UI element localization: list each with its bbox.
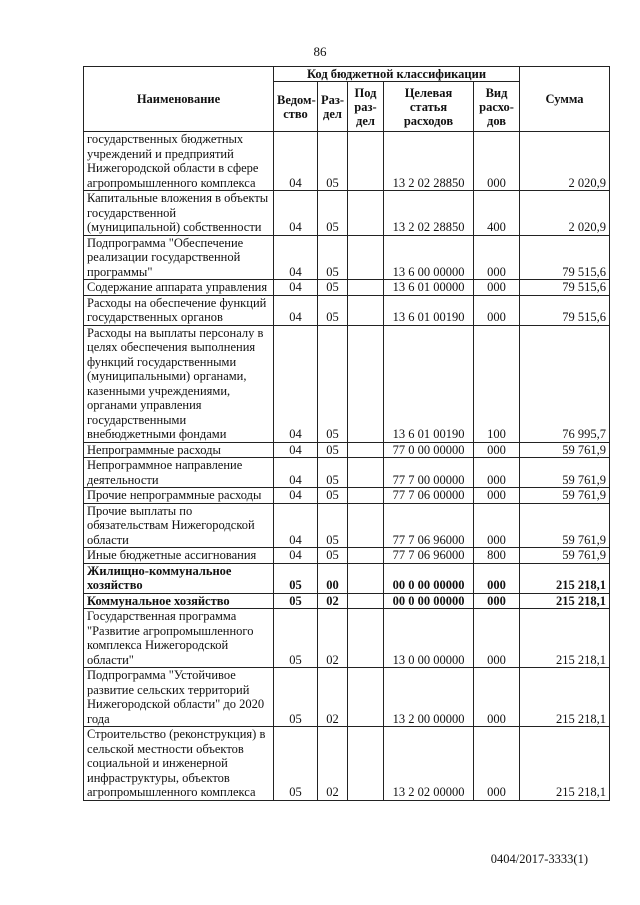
row-vid: 000	[474, 563, 520, 593]
row-target: 77 0 00 00000	[384, 442, 474, 458]
row-name: Расходы на выплаты персоналу в целях обеспечения выполнения функций государственными (муниципальными) органами, казенными учреждениями, органами управления государственными внебюджетными фондами	[84, 325, 274, 442]
row-razdel: 02	[318, 593, 348, 609]
table-body	[84, 132, 610, 801]
table-row	[84, 727, 610, 801]
row-vid: 000	[474, 503, 520, 548]
row-vid: 000	[474, 488, 520, 504]
row-podrazdel	[348, 132, 384, 191]
row-razdel: 05	[318, 503, 348, 548]
budget-table	[83, 66, 610, 801]
row-razdel: 05	[318, 280, 348, 296]
document-code: 0404/2017-3333(1)	[490, 852, 588, 866]
row-podrazdel	[348, 295, 384, 325]
row-sum: 215 218,1	[520, 668, 610, 727]
row-podrazdel	[348, 442, 384, 458]
row-sum: 79 515,6	[520, 280, 610, 296]
row-podrazdel	[348, 235, 384, 280]
row-razdel: 05	[318, 442, 348, 458]
row-vid: 000	[474, 593, 520, 609]
row-sum: 59 761,9	[520, 503, 610, 548]
row-name: Содержание аппарата управления	[84, 280, 274, 296]
header-podrazdel: Под раз- дел	[348, 82, 384, 132]
row-sum: 79 515,6	[520, 295, 610, 325]
row-vedomstvo: 05	[274, 727, 318, 801]
row-vedomstvo: 04	[274, 295, 318, 325]
row-target: 77 7 06 00000	[384, 488, 474, 504]
row-target: 13 2 02 00000	[384, 727, 474, 801]
header-code-group: Код бюджетной классификации	[274, 67, 520, 82]
row-vedomstvo: 04	[274, 280, 318, 296]
row-sum: 2 020,9	[520, 132, 610, 191]
table-row	[84, 442, 610, 458]
row-target: 13 6 01 00190	[384, 295, 474, 325]
table-row	[84, 191, 610, 236]
row-razdel: 05	[318, 132, 348, 191]
row-podrazdel	[348, 325, 384, 442]
row-vedomstvo: 04	[274, 235, 318, 280]
row-vid: 000	[474, 668, 520, 727]
row-target: 77 7 06 96000	[384, 548, 474, 564]
row-vedomstvo: 04	[274, 488, 318, 504]
row-vid: 000	[474, 295, 520, 325]
row-name: Прочие выплаты по обязательствам Нижегородской области	[84, 503, 274, 548]
row-vedomstvo: 05	[274, 593, 318, 609]
row-name: Прочие непрограммные расходы	[84, 488, 274, 504]
row-vedomstvo: 05	[274, 609, 318, 668]
row-vedomstvo: 04	[274, 132, 318, 191]
row-vedomstvo: 04	[274, 325, 318, 442]
row-podrazdel	[348, 280, 384, 296]
row-razdel: 02	[318, 727, 348, 801]
table-row	[84, 235, 610, 280]
table-row	[84, 548, 610, 564]
row-name: Непрограммные расходы	[84, 442, 274, 458]
row-podrazdel	[348, 488, 384, 504]
row-vid: 800	[474, 548, 520, 564]
row-name: Расходы на обеспечение функций государственных органов	[84, 295, 274, 325]
table-row	[84, 668, 610, 727]
row-sum: 215 218,1	[520, 609, 610, 668]
row-sum: 215 218,1	[520, 593, 610, 609]
row-podrazdel	[348, 503, 384, 548]
table-row	[84, 325, 610, 442]
table-row	[84, 488, 610, 504]
row-vid: 000	[474, 132, 520, 191]
row-vid: 000	[474, 727, 520, 801]
row-vid: 000	[474, 280, 520, 296]
row-vedomstvo: 05	[274, 668, 318, 727]
header-razdel: Раз- дел	[318, 82, 348, 132]
row-razdel: 05	[318, 191, 348, 236]
row-vedomstvo: 05	[274, 563, 318, 593]
row-razdel: 05	[318, 295, 348, 325]
table-row	[84, 132, 610, 191]
row-vid: 400	[474, 191, 520, 236]
row-vid: 100	[474, 325, 520, 442]
row-podrazdel	[348, 593, 384, 609]
table-row	[84, 609, 610, 668]
row-name: государственных бюджетных учреждений и предприятий Нижегородской области в сфере агропромышленного комплекса	[84, 132, 274, 191]
row-razdel: 05	[318, 548, 348, 564]
row-podrazdel	[348, 609, 384, 668]
row-sum: 59 761,9	[520, 442, 610, 458]
row-razdel: 02	[318, 668, 348, 727]
row-name: Подпрограмма "Устойчивое развитие сельских территорий Нижегородской области" до 2020 года	[84, 668, 274, 727]
row-target: 13 2 02 28850	[384, 191, 474, 236]
header-vedomstvo: Ведом- ство	[274, 82, 318, 132]
row-podrazdel	[348, 548, 384, 564]
row-name: Жилищно-коммунальное хозяйство	[84, 563, 274, 593]
row-vid: 000	[474, 609, 520, 668]
header-vid: Вид расхо- дов	[474, 82, 520, 132]
row-name: Иные бюджетные ассигнования	[84, 548, 274, 564]
row-razdel: 00	[318, 563, 348, 593]
row-vid: 000	[474, 442, 520, 458]
row-name: Строительство (реконструкция) в сельской местности объектов социальной и инженерной инфраструктуры, объектов агропромышленного комплекса	[84, 727, 274, 801]
row-target: 00 0 00 00000	[384, 593, 474, 609]
table-row	[84, 458, 610, 488]
table-row	[84, 593, 610, 609]
row-name: Коммунальное хозяйство	[84, 593, 274, 609]
row-sum: 59 761,9	[520, 458, 610, 488]
row-sum: 79 515,6	[520, 235, 610, 280]
row-podrazdel	[348, 727, 384, 801]
row-sum: 59 761,9	[520, 488, 610, 504]
row-sum: 76 995,7	[520, 325, 610, 442]
row-target: 13 2 02 28850	[384, 132, 474, 191]
row-target: 77 7 00 00000	[384, 458, 474, 488]
row-target: 13 0 00 00000	[384, 609, 474, 668]
row-target: 00 0 00 00000	[384, 563, 474, 593]
row-razdel: 05	[318, 458, 348, 488]
page-number: 86	[313, 44, 327, 59]
row-sum: 215 218,1	[520, 563, 610, 593]
row-target: 13 6 01 00190	[384, 325, 474, 442]
row-sum: 2 020,9	[520, 191, 610, 236]
row-name: Подпрограмма "Обеспечение реализации государственной программы"	[84, 235, 274, 280]
row-name: Государственная программа "Развитие агропромышленного комплекса Нижегородской области"	[84, 609, 274, 668]
row-vedomstvo: 04	[274, 503, 318, 548]
header-target: Целевая статья расходов	[384, 82, 474, 132]
row-target: 13 6 01 00000	[384, 280, 474, 296]
table-row	[84, 563, 610, 593]
row-target: 77 7 06 96000	[384, 503, 474, 548]
row-vid: 000	[474, 235, 520, 280]
row-razdel: 05	[318, 488, 348, 504]
row-razdel: 05	[318, 325, 348, 442]
table-row	[84, 503, 610, 548]
row-sum: 59 761,9	[520, 548, 610, 564]
header-name: Наименование	[84, 67, 274, 132]
table-row	[84, 295, 610, 325]
row-vedomstvo: 04	[274, 458, 318, 488]
row-name: Непрограммное направление деятельности	[84, 458, 274, 488]
row-vedomstvo: 04	[274, 548, 318, 564]
row-name: Капитальные вложения в объекты государственной (муниципальной) собственности	[84, 191, 274, 236]
row-vedomstvo: 04	[274, 191, 318, 236]
row-target: 13 6 00 00000	[384, 235, 474, 280]
row-podrazdel	[348, 458, 384, 488]
row-podrazdel	[348, 563, 384, 593]
row-target: 13 2 00 00000	[384, 668, 474, 727]
row-razdel: 05	[318, 235, 348, 280]
table-row	[84, 280, 610, 296]
row-razdel: 02	[318, 609, 348, 668]
row-podrazdel	[348, 191, 384, 236]
row-vedomstvo: 04	[274, 442, 318, 458]
row-sum: 215 218,1	[520, 727, 610, 801]
row-vid: 000	[474, 458, 520, 488]
header-sum: Сумма	[520, 67, 610, 132]
row-podrazdel	[348, 668, 384, 727]
